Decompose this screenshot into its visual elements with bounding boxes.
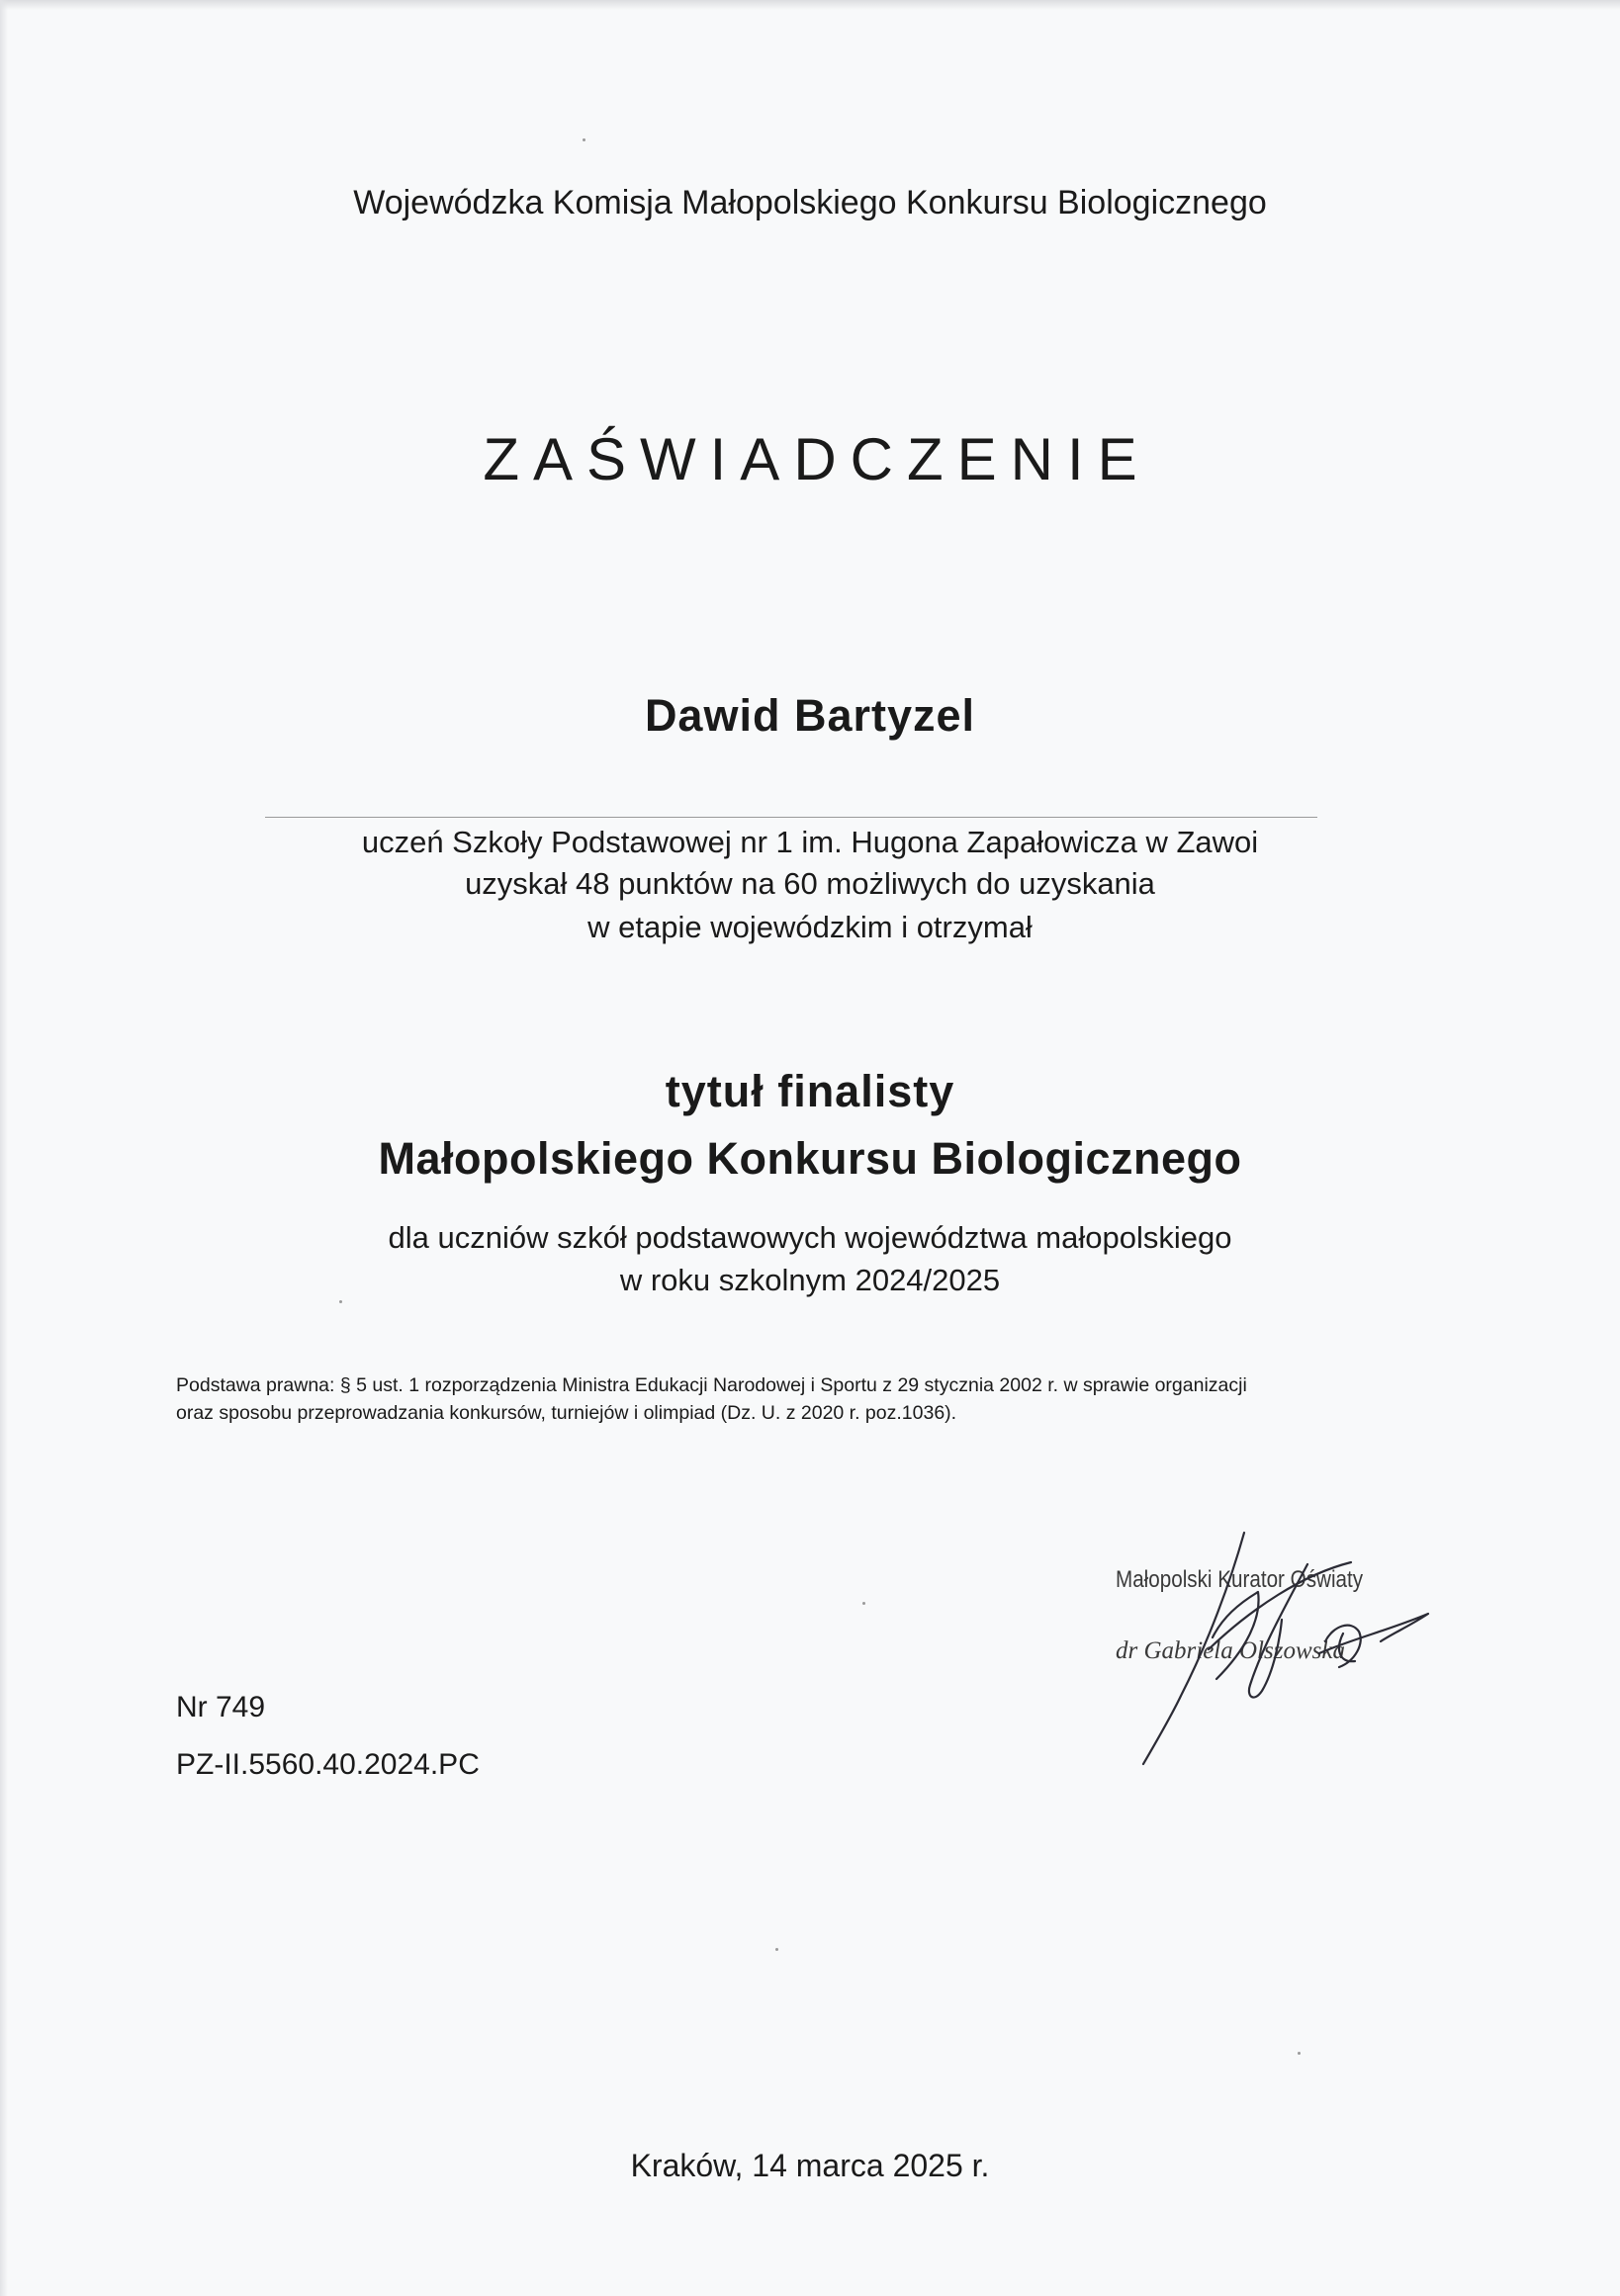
signatory-name-stamp: dr Gabriela Olszowska [1116, 1637, 1345, 1664]
legal-basis [176, 1371, 1462, 1427]
scan-speck [583, 138, 585, 141]
certificate-number: Nr 749 [176, 1691, 266, 1723]
recipient-name: Dawid Bartyzel [644, 690, 976, 741]
body-line-score: uzyskał 48 punktów na 60 możliwych do uzyskania [465, 866, 1155, 901]
legal-basis-line2: oraz sposobu przeprowadzania konkursów, turniejów i olimpiad (Dz. U. z 2020 r. poz.1036). [176, 1402, 957, 1424]
scan-speck [339, 1300, 342, 1303]
case-reference-code: PZ-II.5560.40.2024.PC [176, 1748, 480, 1781]
committee-heading: Wojewódzka Komisja Małopolskiego Konkursu Biologicznego [353, 184, 1267, 221]
document-title: ZAŚWIADCZENIE [483, 426, 1151, 492]
name-underline [265, 817, 1317, 818]
legal-basis-line1: Podstawa prawna: § 5 ust. 1 rozporządzenia Ministra Edukacji Narodowej i Sportu z 29 stycznia 2002 r. w sprawie organizacji [176, 1374, 1247, 1396]
place-and-date: Kraków, 14 marca 2025 r. [630, 2148, 990, 2183]
signatory-role-stamp: Małopolski Kurator Oświaty [1116, 1566, 1364, 1593]
scan-edge-top [0, 0, 1620, 10]
scan-speck [775, 1948, 778, 1951]
signature-block [1114, 1562, 1450, 1760]
body-line-school: uczeń Szkoły Podstawowej nr 1 im. Hugona Zapałowicza w Zawoi [361, 825, 1259, 859]
award-scope-line2: w roku szkolnym 2024/2025 [619, 1263, 1001, 1297]
award-scope-line1: dla uczniów szkół podstawowych województwa małopolskiego [388, 1220, 1232, 1255]
scan-speck [1298, 2052, 1301, 2055]
scan-speck [862, 1602, 865, 1605]
handwritten-signature [1114, 1523, 1450, 1780]
award-title-line1: tytuł finalisty [665, 1066, 955, 1116]
award-title-line2: Małopolskiego Konkursu Biologicznego [378, 1133, 1242, 1184]
body-line-stage: w etapie wojewódzkim i otrzymał [587, 910, 1033, 944]
